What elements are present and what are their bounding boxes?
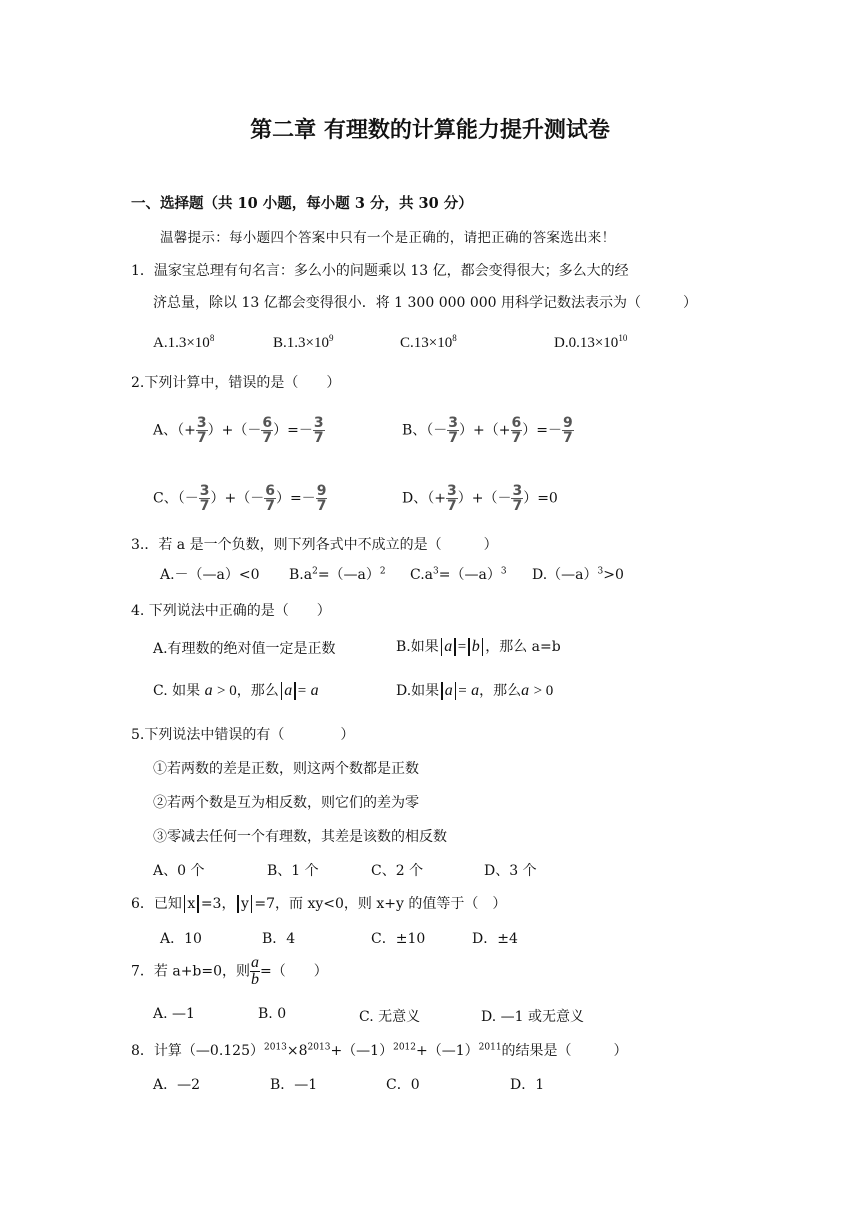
q1-option-d: $D.0.13\times 10^{10}$ [554, 333, 628, 351]
q3-stem: 3.．若 a 是一个负数，则下列各式中不成立的是（ ） [131, 537, 498, 553]
page-title: 第二章 有理数的计算能力提升测试卷 [250, 118, 610, 143]
fraction: $\frac{9}{7}$ [316, 483, 327, 514]
q8-option-a: A．—2 [153, 1077, 201, 1093]
q5-statement-3: ③零减去任何一个有理数，其差是该数的相反数 [153, 829, 447, 845]
fraction: $\frac{3}{7}$ [313, 415, 324, 446]
q7-option-d: D. —1 或无意义 [481, 1009, 584, 1025]
q2-option-d: D、（+ $\frac{3}{7}$ ）+（－ $\frac{3}{7}$ ）=0 [402, 483, 558, 514]
q8-stem: 8．计算$(—0.125)^{2013}\times 8^{2013}+(—1)^{2012}+(—1)^{2011}$的结果是（ ） [131, 1042, 628, 1059]
fraction: $\frac{3}{7}$ [196, 415, 207, 446]
fraction: $\frac{6}{7}$ [511, 415, 522, 446]
q5-option-b: B、1 个 [267, 863, 319, 879]
q4-stem: 4. 下列说法中正确的是（ ） [131, 603, 331, 619]
section-heading: 一、选择题（共 10 小题，每小题 3 分，共 30 分） [131, 195, 473, 212]
q3-option-c: $C.a^3=(—a)^3$ [410, 566, 507, 583]
q6-stem: 6．已知 x =3， y =7，而 xy<0，则 x+y 的值等于（ ） [131, 896, 507, 912]
q1-option-c: $C.13\times 10^8$ [400, 333, 457, 351]
fraction: $\frac{9}{7}$ [563, 415, 573, 446]
q7-option-a: A. —1 [153, 1006, 195, 1022]
fraction: $\frac{a}{b}$ [251, 954, 260, 988]
q4-option-d: D.如果 a = a，那么a > 0 [396, 682, 554, 699]
q6-option-b: B．4 [262, 931, 296, 947]
fraction: $\frac{6}{7}$ [265, 483, 275, 514]
q2-option-c: C、（－ $\frac{3}{7}$ ）+（－ $\frac{6}{7}$ ）=－ $\frac{9}{7}$ [153, 483, 327, 514]
q1-option-b: $B.1.3\times 10^9$ [273, 333, 334, 351]
fraction: $\frac{3}{7}$ [199, 483, 210, 514]
q4-option-c: C. 如果 a > 0，那么 a = a [153, 682, 319, 699]
q3-option-d: D.（—a）$^3$>0 [532, 566, 624, 583]
q1-stem-line1: 1．温家宝总理有句名言：多么小的问题乘以 13 亿，都会变得很大；多么大的经 [131, 263, 629, 279]
section-hint: 温馨提示：每小题四个答案中只有一个是正确的，请把正确的答案选出来！ [160, 230, 616, 246]
q6-option-a: A．10 [160, 931, 202, 947]
fraction: $\frac{6}{7}$ [262, 415, 273, 446]
q2-option-a: A、（+ $\frac{3}{7}$ ）+（－ $\frac{6}{7}$ ）=－ $\frac{3}{7}$ [153, 415, 324, 446]
q7-option-b: B. 0 [258, 1006, 287, 1022]
q2-stem: 2.下列计算中，错误的是（ ） [131, 375, 341, 391]
q5-stem: 5.下列说法中错误的有（ ） [131, 727, 355, 743]
fraction: $\frac{3}{7}$ [446, 483, 457, 514]
q7-option-c: C. 无意义 [359, 1009, 421, 1025]
q5-statement-1: ①若两数的差是正数，则这两个数都是正数 [153, 761, 419, 777]
q3-option-a: A.－（—a）<0 [160, 567, 260, 583]
q6-option-d: D．±4 [472, 931, 518, 947]
q5-statement-2: ②若两个数是互为相反数，则它们的差为零 [153, 795, 419, 811]
q1-stem-line2: 济总量，除以 13 亿都会变得很小．将 1 300 000 000 用科学记数法表示为（ ） [153, 295, 698, 311]
q5-option-d: D、3 个 [484, 863, 537, 879]
q4-option-a: A.有理数的绝对值一定是正数 [153, 641, 336, 657]
fraction: $\frac{3}{7}$ [512, 483, 523, 514]
q5-option-a: A、0 个 [153, 863, 205, 879]
q5-option-c: C、2 个 [371, 863, 424, 879]
q8-option-b: B．—1 [270, 1077, 318, 1093]
q3-option-b: $B.a^2=(—a)^2$ [289, 566, 386, 583]
fraction: $\frac{3}{7}$ [448, 415, 459, 446]
q2-option-b: B、（－ $\frac{3}{7}$ ）+（+ $\frac{6}{7}$ ）=－ $\frac{9}{7}$ [402, 415, 573, 446]
q8-option-d: D．1 [510, 1077, 545, 1093]
q4-option-b: B.如果 a = b ，那么 a=b [396, 638, 561, 655]
q1-option-a: $A.1.3\times 10^8$ [153, 333, 215, 351]
q6-option-c: C．±10 [371, 931, 426, 947]
q8-option-c: C．0 [386, 1077, 420, 1093]
q7-stem: 7．若 a+b=0，则 $\frac{a}{b}$ =（ ） [131, 954, 328, 988]
